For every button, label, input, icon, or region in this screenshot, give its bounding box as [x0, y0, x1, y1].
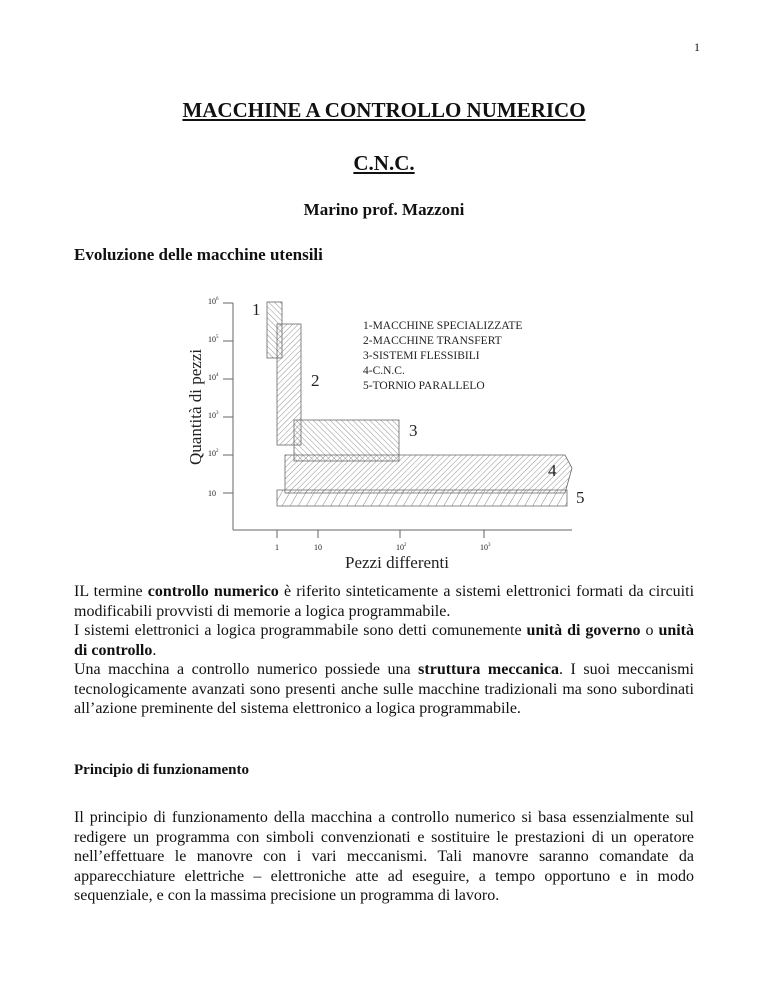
text: Una macchina a controllo numerico possiede una — [74, 661, 419, 678]
text: I sistemi elettronici a logica programmabile sono detti comunemente — [74, 622, 527, 639]
evolution-chart — [0, 285, 768, 575]
document-subtitle: C.N.C. — [353, 151, 415, 175]
svg-text:103: $10^3$ — [208, 411, 219, 420]
document-title: MACCHINE A CONTROLLO NUMERICO — [182, 98, 586, 122]
text: IL termine — [74, 583, 148, 600]
x-axis — [233, 530, 572, 572]
svg-text:102: $10^2$ — [208, 449, 219, 458]
svg-text:102: $10^2$ — [396, 543, 407, 552]
paragraph-principio: Il principio di funzionamento della macchina a controllo numerico si basa essenzialmente sul redigere un programma con simboli convenzionati e sostituire le prestazioni di un operatore nell’effettuare le manovre con i vari meccanismi. Tali manovre saranno comandate da apparecchiature elettriche – elettroniche atte ad eseguire, a tempo opportuno e in modo sequenziale, e con la massima precisione un programma di lavoro. — [74, 809, 694, 904]
svg-text:10: 10 — [208, 489, 216, 498]
bold-term: unità di controllo — [74, 622, 695, 659]
y-axis — [186, 297, 233, 530]
svg-text:10: 10 — [314, 543, 322, 552]
svg-text:5: 5 — [576, 488, 585, 507]
svg-text:105: $10^5$ — [208, 335, 219, 344]
text: è riferito sinteticamente a sistemi elettronici formati da circuiti modificabili provvisti di memorie a logica programmabile. — [74, 583, 695, 620]
region-4 — [285, 455, 572, 493]
x-axis-label: Pezzi differenti — [345, 553, 450, 572]
svg-text:2-MACCHINE TRANSFERT: 2-MACCHINE TRANSFERT — [363, 335, 502, 347]
paragraph-unita-di-governo — [74, 621, 694, 660]
svg-text:1-MACCHINE SPECIALIZZATE: 1-MACCHINE SPECIALIZZATE — [363, 320, 523, 332]
svg-text:3-SISTEMI FLESSIBILI: 3-SISTEMI FLESSIBILI — [363, 350, 480, 362]
svg-text:1: 1 — [275, 543, 279, 552]
paragraph-controllo-numerico — [74, 582, 694, 621]
svg-text:5-TORNIO PARALLELO: 5-TORNIO PARALLELO — [363, 380, 485, 392]
svg-text:4: 4 — [548, 461, 557, 480]
bold-term: controllo numerico — [147, 583, 279, 600]
svg-text:1: 1 — [252, 300, 261, 319]
text: . I suoi meccanismi tecnologicamente avanzati sono presenti anche sulle macchine tradizionali ma sono subordinati all’azione preminente del sistema elettronico a logica programmabile. — [74, 661, 694, 717]
svg-text:104: $10^4$ — [208, 373, 219, 382]
text: . — [152, 641, 157, 659]
section-heading-principio: Principio di funzionamento — [74, 762, 250, 778]
page-number: 1 — [694, 40, 700, 54]
svg-text:106: $10^6$ — [208, 297, 219, 306]
bold-term: unità di governo — [526, 622, 641, 639]
author: Marino prof. Mazzoni — [303, 200, 465, 219]
svg-text:2: 2 — [311, 371, 320, 390]
text: o — [640, 622, 659, 639]
svg-text:3: 3 — [409, 421, 418, 440]
svg-text:4-C.N.C.: 4-C.N.C. — [363, 365, 405, 377]
bold-term: struttura meccanica — [418, 661, 559, 678]
region-5 — [277, 488, 585, 507]
svg-text:103: $10^3$ — [480, 543, 491, 552]
y-axis-label: Quantità di pezzi — [186, 348, 205, 465]
chart-legend — [363, 320, 522, 392]
paragraph-struttura-meccanica — [74, 660, 694, 719]
section-heading-evoluzione: Evoluzione delle macchine utensili — [74, 245, 323, 264]
